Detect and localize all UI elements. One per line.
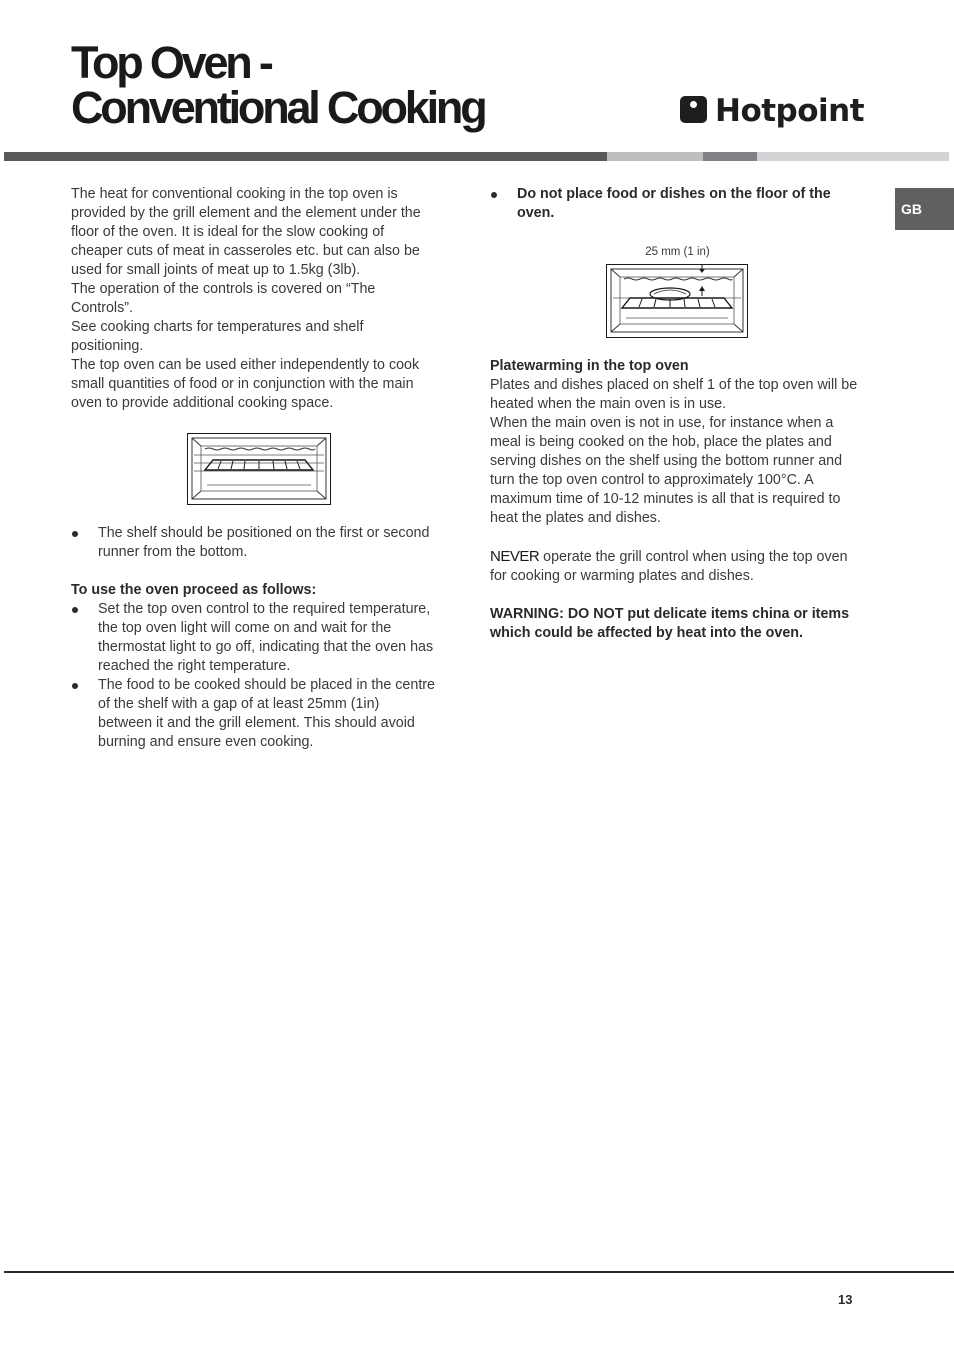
title-line-1: Top Oven - [71,37,271,88]
oven-shelf-diagram [187,433,437,511]
brand-logo [680,92,864,130]
platewarming-text-2: When the main oven is not in use, for instance when a meal is being cooked on the hob, place the plates and serving dishes on the shelf using the bottom runner and turn the top oven control to approximately 100°C. A maximum time of 10-12 minutes is all that is required to heat the plates and dishes. [490,415,843,526]
bullet-icon [72,607,78,613]
bullet-icon [72,683,78,689]
warning-text: WARNING: DO NOT put delicate items china or items which could be affected by heat into the oven. [490,606,850,641]
platewarming-text-1: Plates and dishes placed on shelf 1 of the top oven will be heated when the main oven is in use. [490,377,858,412]
page-number: 13 [838,1292,853,1307]
header-bar-mid [703,152,757,161]
gap-label: 25 mm (1 in) [645,246,710,258]
never-paragraph: NEVER operate the grill control when using the top oven for cooking or warming plates and dishes. [490,548,848,584]
language-tab: GB [895,188,954,230]
charts-text: See cooking charts for temperatures and shelf positioning. [71,319,364,354]
header-bar-light [607,152,703,161]
right-column [490,185,865,643]
page-title [71,37,485,133]
left-column [71,185,437,752]
floor-bullet: Do not place food or dishes on the floor of the oven. [490,185,865,223]
food-gap-diagram [606,264,865,344]
never-word: NEVER [490,548,540,565]
bullet-icon [72,531,78,537]
proceed-heading: To use the oven proceed as follows: [71,582,317,598]
independent-text: The top oven can be used either independently to cook small quantities of food or in conjunction with the main oven to provide additional cooking space. [71,357,420,411]
step-2: The food to be cooked should be placed in the centre of the shelf with a gap of at least 25mm (1in) between it and the grill element. This should avoid burning and ensure even cooking. [71,676,437,752]
intro-text: The heat for conventional cooking in the top oven is provided by the grill element and the element under the floor of the oven. It is ideal for the slow cooking of cheaper cuts of meat in casseroles etc. but can also be used for small joints of meat up to 1.5kg (3lb). [71,186,421,278]
step-1: Set the top oven control to the required temperature, the top oven light will come on and wait for the thermostat light to go off, indicating that the oven has reached the right temperature. [71,600,437,676]
title-line-2: Conventional Cooking [71,82,485,133]
brand-name: Hotpoint [715,93,865,129]
header-bar-dark [4,152,607,161]
header-bar-pale [757,152,949,161]
bullet-icon [491,192,497,198]
hotpoint-logo-icon [680,96,707,123]
platewarming-heading: Platewarming in the top oven [490,358,689,374]
footer-divider [4,1271,954,1273]
shelf-bullet: The shelf should be positioned on the first or second runner from the bottom. [71,524,437,562]
controls-text: The operation of the controls is covered on “The Controls”. [71,281,376,316]
